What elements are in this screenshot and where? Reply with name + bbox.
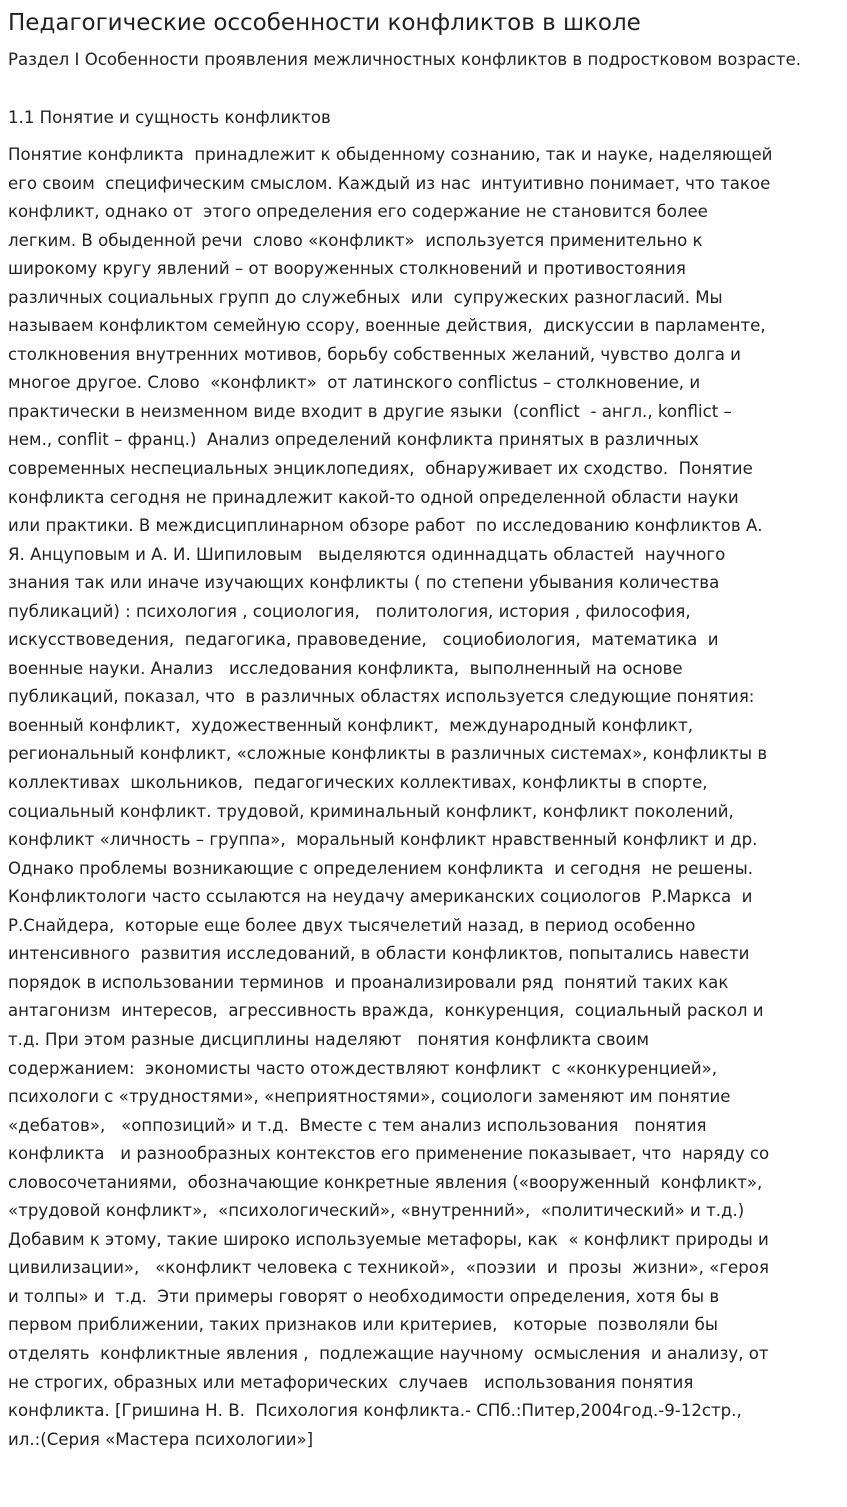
body-line: не строгих, образных или метафорических случаев использования понятия (8, 1372, 694, 1392)
body-line: военный конфликт, художественный конфликт, международный конфликт, (8, 715, 694, 735)
body-line: или практики. В междисциплинарном обзоре работ по исследованию конфликтов А. (8, 516, 763, 536)
body-line: легким. В обыденной речи слово «конфликт» используется применительно к (8, 230, 703, 250)
body-line: столкновения внутренних мотивов, борьбу собственных желаний, чувство долга и (8, 344, 741, 364)
body-line: конфликта сегодня не принадлежит какой-то одной определенной области науки (8, 487, 739, 507)
body-line: коллективах школьников, педагогических коллективах, конфликты в спорте, (8, 773, 708, 793)
body-line: знания так или иначе изучающих конфликты ( по степени убывания количества (8, 573, 720, 593)
body-line: порядок в использовании терминов и проанализировали ряд понятий таких как (8, 972, 729, 992)
body-line: отделять конфликтные явления , подлежащие научному осмысления и анализу, от (8, 1343, 769, 1363)
body-line: Однако проблемы возникающие с определением конфликта и сегодня не решены. (8, 858, 754, 878)
body-line: ил.:(Серия «Мастера психологии»] (8, 1429, 314, 1449)
body-line: конфликт «личность – группа», моральный конфликт нравственный конфликт и др. (8, 830, 758, 850)
subsection-heading: 1.1 Понятие и сущность конфликтов (8, 108, 331, 127)
body-line: Добавим к этому, такие широко используемые метафоры, как « конфликт природы и (8, 1229, 769, 1249)
body-line: «трудовой конфликт», «психологический», «внутренний», «политический» и т.д.) (8, 1201, 745, 1221)
body-line: нем., conflit – франц.) Анализ определений конфликта принятых в различных (8, 430, 699, 450)
body-line: интенсивного развития исследований, в области конфликтов, попытались навести (8, 944, 750, 964)
body-line: называем конфликтом семейную ссору, военные действия, дискуссии в парламенте, (8, 316, 766, 336)
body-line: практически в неизменном виде входит в другие языки (conflict - англ., konflict – (8, 401, 732, 421)
body-line: т.д. При этом разные дисциплины наделяют понятия конфликта своим (8, 1029, 650, 1049)
body-line: цивилизации», «конфликт человека с техникой», «поэзии и прозы жизни», «героя (8, 1258, 769, 1278)
body-line: Я. Анцуповым и А. И. Шипиловым выделяются одиннадцать областей научного (8, 544, 726, 564)
body-line: региональный конфликт, «сложные конфликты в различных системах», конфликты в (8, 744, 768, 764)
body-line: искусствоведения, педагогика, правоведение, социобиология, математика и (8, 630, 719, 650)
body-paragraph (8, 141, 843, 1454)
body-line: словосочетаниями, обозначающие конкретные явления («вооруженный конфликт», (8, 1172, 763, 1192)
section-heading: Раздел I Особенности проявления межличностных конфликтов в подростковом возрасте. (8, 50, 802, 69)
body-line: Р.Снайдера, которые еще более двух тысячелетий назад, в период особенно (8, 915, 696, 935)
body-line: Конфликтологи часто ссылаются на неудачу американских социологов Р.Маркса и (8, 887, 753, 907)
body-line: Понятие конфликта принадлежит к обыденному сознанию, так и науке, наделяющей (8, 145, 773, 164)
body-line: конфликта. [Гришина Н. В. Психология конфликта.- СПб.:Питер,2004год.-9-12стр., (8, 1401, 742, 1421)
body-line: многое другое. Слово «конфликт» от латинского conflictus – столкновение, и (8, 373, 701, 393)
body-line: военные науки. Анализ исследования конфликта, выполненный на основе (8, 658, 683, 678)
body-line: конфликт, однако от этого определения его содержание не становится более (8, 202, 708, 222)
body-line: широкому кругу явлений – от вооруженных столкновений и противостояния (8, 259, 686, 279)
body-line: различных социальных групп до служебных или супружеских разногласий. Мы (8, 287, 723, 307)
page-title: Педагогические оссобенности конфликтов в школе (8, 10, 641, 36)
body-line: первом приближении, таких признаков или критериев, которые позволяли бы (8, 1315, 719, 1335)
body-line: современных неспециальных энциклопедиях, обнаруживает их сходство. Понятие (8, 459, 753, 479)
body-line: и толпы» и т.д. Эти примеры говорят о необходимости определения, хотя бы в (8, 1286, 720, 1306)
body-line: публикаций, показал, что в различных областях используется следующие понятия: (8, 687, 755, 707)
body-line: конфликта и разнообразных контекстов его применение показывает, что наряду со (8, 1144, 770, 1164)
body-line: «дебатов», «оппозиций» и т.д. Вместе с тем анализ использования понятия (8, 1115, 707, 1135)
body-line: социальный конфликт. трудовой, криминальный конфликт, конфликт поколений, (8, 801, 734, 821)
document-page (8, 0, 843, 1454)
body-line: психологи с «трудностями», «неприятностями», социологи заменяют им понятие (8, 1087, 731, 1107)
body-line: антагонизм интересов, агрессивность вражда, конкуренция, социальный раскол и (8, 1001, 764, 1021)
body-line: содержанием: экономисты часто отождествляют конфликт с «конкуренцией», (8, 1058, 718, 1078)
body-line: публикаций) : психология , социология, политология, история , философия, (8, 601, 691, 621)
body-line: его своим специфическим смыслом. Каждый из нас интуитивно понимает, что такое (8, 173, 771, 193)
